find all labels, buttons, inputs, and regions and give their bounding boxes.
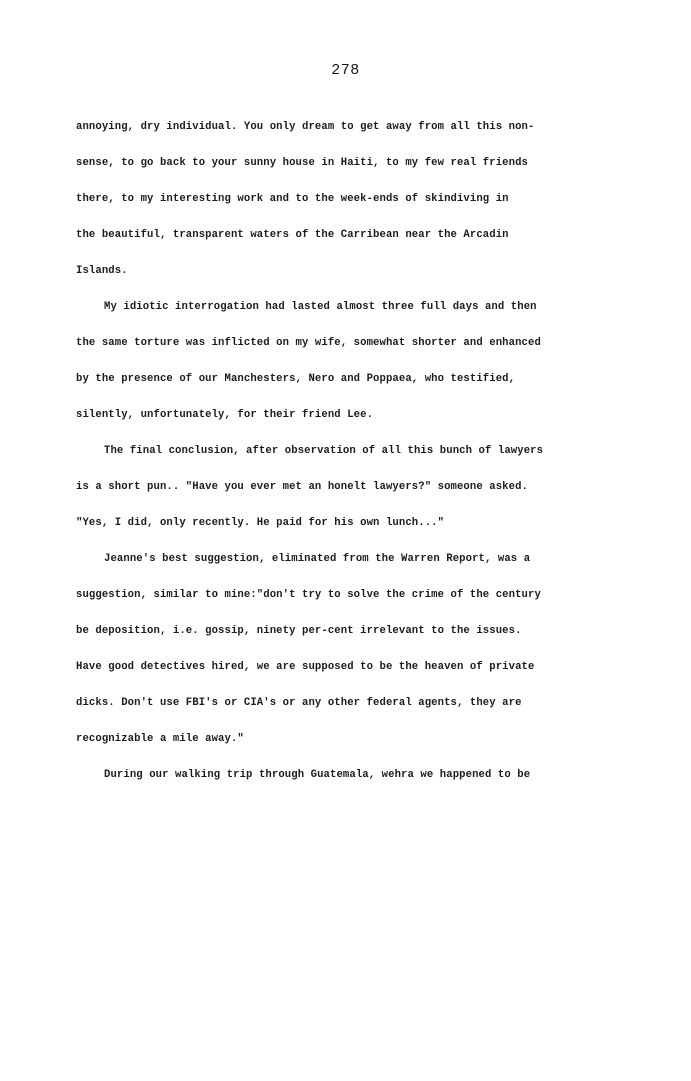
text-line-16: Have good detectives hired, we are supposed to be the heaven of private [76, 661, 535, 673]
text-line-17: dicks. Don't use FBI's or CIA's or any other federal agents, they are [76, 697, 522, 709]
text-line-8: by the presence of our Manchesters, Nero and Poppaea, who testified, [76, 373, 516, 385]
page-number: 278 [331, 62, 360, 79]
text-line-12: "Yes, I did, only recently. He paid for his own lunch..." [76, 517, 445, 529]
text-line-7: the same torture was inflicted on my wife, somewhat shorter and enhanced [76, 337, 541, 349]
text-line-2: sense, to go back to your sunny house in Haiti, to my few real friends [76, 157, 529, 169]
text-line-13: Jeanne's best suggestion, eliminated from the Warren Report, was a [104, 553, 531, 565]
text-line-10: The final conclusion, after observation of all this bunch of lawyers [104, 445, 544, 457]
text-line-4: the beautiful, transparent waters of the Carribean near the Arcadin [76, 229, 509, 241]
text-line-5: Islands. [76, 265, 128, 277]
text-line-15: be deposition, i.e. gossip, ninety per-cent irrelevant to the issues. [76, 625, 522, 637]
text-line-1: annoying, dry individual. You only dream to get away from all this non- [76, 121, 535, 133]
text-line-19: During our walking trip through Guatemala, wehra we happened to be [104, 769, 531, 781]
text-line-9: silently, unfortunately, for their friend Lee. [76, 409, 374, 421]
text-line-11: is a short pun.. "Have you ever met an honelt lawyers?" someone asked. [76, 481, 529, 493]
text-line-14: suggestion, similar to mine:"don't try to solve the crime of the century [76, 589, 541, 601]
text-line-3: there, to my interesting work and to the week-ends of skindiving in [76, 193, 509, 205]
text-line-6: My idiotic interrogation had lasted almost three full days and then [104, 301, 537, 313]
text-line-18: recognizable a mile away." [76, 733, 244, 745]
